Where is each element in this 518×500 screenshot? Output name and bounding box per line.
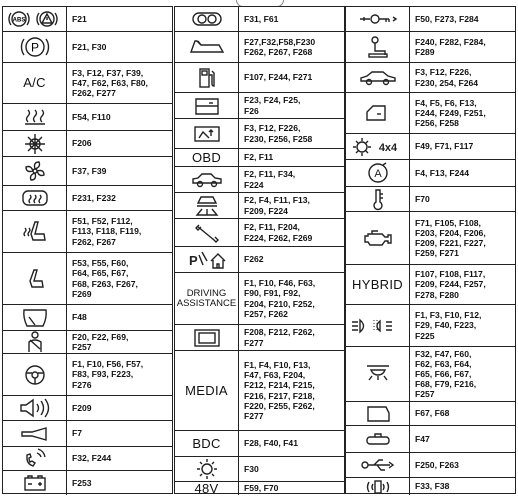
fuse-row <box>175 219 344 247</box>
svg-text:P: P <box>30 40 39 55</box>
fuse-numbers: F3, F12, F226, F230, F256, F258 <box>244 123 313 144</box>
fuse-numbers: F2, F4, F11, F13, F209, F224 <box>244 195 310 216</box>
horn-icon <box>3 421 67 446</box>
fuse-row <box>3 211 172 253</box>
fuse-numbers: F67, F68 <box>415 408 450 419</box>
svg-text:ABS: ABS <box>12 17 25 24</box>
fuse-numbers: F28, F40, F41 <box>244 438 298 449</box>
symbol-label: OBD <box>191 149 222 165</box>
fuse-row <box>3 471 172 495</box>
fuse-row <box>346 7 515 32</box>
fuse-row <box>3 354 172 396</box>
fuse-numbers: F27,F32,F58,F230 F262, F267, F268 <box>244 36 316 57</box>
fuse-numbers: F231, F232 <box>72 192 116 203</box>
fuse-numbers: F2, F11 <box>244 152 274 163</box>
svg-text:A: A <box>373 168 382 180</box>
car-door-open-icon <box>346 93 410 133</box>
fuse-row <box>3 396 172 421</box>
symbol-label: 48V <box>194 480 219 496</box>
fuse-numbers: F2, F11, F34, F224 <box>244 169 296 190</box>
fan-icon <box>3 157 67 185</box>
car-lock-icon <box>175 167 239 192</box>
park-assist-home-icon <box>175 247 239 272</box>
fuse-row <box>175 193 344 219</box>
fuse-numbers: F240, F282, F284, F289 <box>415 36 486 57</box>
4x4-gear-icon <box>346 134 410 159</box>
symbol-label: DRIVING ASSISTANCE <box>176 287 237 309</box>
fuse-numbers: F70 <box>415 193 430 204</box>
fuse-row <box>346 187 515 212</box>
fuse-row <box>346 134 515 160</box>
fuse-numbers: F33, F38 <box>415 481 450 492</box>
rear-defrost-icon <box>3 104 67 130</box>
fuse-row <box>175 457 344 482</box>
console-icon <box>346 426 410 452</box>
fuse-row <box>3 305 172 331</box>
fuse-row <box>346 212 515 265</box>
fuse-row <box>346 347 515 402</box>
fuse-column-3 <box>345 6 516 494</box>
fuse-row <box>175 351 344 431</box>
fuse-numbers: F209 <box>72 402 92 413</box>
fuse-numbers: F37, F39 <box>72 165 107 176</box>
48v-text-icon <box>175 482 239 495</box>
nfc-icon <box>346 478 410 495</box>
fuse-row <box>175 247 344 273</box>
fuse-numbers: F50, F273, F284 <box>415 13 479 24</box>
fuse-numbers: F30 <box>244 463 259 474</box>
fuse-row <box>175 273 344 325</box>
wiper-screen-icon <box>3 305 67 330</box>
symbol-label: MEDIA <box>185 382 228 398</box>
bdc-text-icon <box>175 431 239 456</box>
fuse-row <box>175 119 344 149</box>
fuse-numbers: F1, F3, F10, F12, F29, F40, F223, F225 <box>415 310 482 341</box>
car-lift-icon <box>175 193 239 218</box>
fuse-row <box>3 421 172 447</box>
media-text-icon <box>175 351 239 430</box>
fuse-numbers: F48 <box>72 312 87 323</box>
fuse-numbers: F53, F55, F60, F64, F65, F67, F68, F263, F267, F269 <box>72 258 138 299</box>
mirror-icon <box>346 402 410 425</box>
fuse-row <box>3 186 172 211</box>
symbol-label: A/C <box>23 75 46 91</box>
fuse-row <box>346 305 515 347</box>
seat-adjust-icon <box>3 253 67 304</box>
fuel-pump-icon <box>175 63 239 92</box>
usb-icon <box>346 453 410 477</box>
fuse-row <box>346 93 515 134</box>
phone-icon <box>3 447 67 470</box>
battery-icon <box>3 471 67 495</box>
fuse-numbers: F59, F70 <box>244 483 279 494</box>
fuse-row <box>3 157 172 186</box>
driving-assistance-text-icon <box>175 273 239 324</box>
fuse-row <box>175 167 344 193</box>
fuse-row <box>175 482 344 495</box>
obd-text-icon <box>175 149 239 166</box>
heated-seat-icon <box>3 211 67 252</box>
fuse-row <box>3 447 172 471</box>
fuse-row <box>3 32 172 63</box>
light-sun-icon <box>175 457 239 481</box>
fuse-row <box>175 93 344 119</box>
fuse-numbers: F107, F244, F271 <box>244 72 313 83</box>
fuse-column-2 <box>174 6 345 494</box>
fuse-numbers: F23, F24, F25, F26 <box>244 95 301 116</box>
symbol-label: HYBRID <box>352 276 403 292</box>
fuse-numbers: F71, F105, F108, F203, F204, F206, F209, F221, F227, F259, F271 <box>415 217 486 259</box>
fuse-numbers: F32, F47, F60, F62, F63, F64, F65, F66, F67, F68, F79, F216, F257 <box>415 348 477 400</box>
car-side-icon <box>346 63 410 92</box>
fuse-numbers: F2, F11, F204, F224, F262, F269 <box>244 222 313 243</box>
fuse-numbers: F32, F244 <box>72 453 112 464</box>
fuse-numbers: F262 <box>244 254 264 265</box>
parking-brake-icon <box>3 32 67 62</box>
fuse-row <box>3 253 172 305</box>
fuse-numbers: F250, F263 <box>415 459 459 470</box>
tools-icon <box>175 219 239 246</box>
fuse-numbers: F31, F61 <box>244 13 279 24</box>
fuse-numbers: F3, F12, F226, F230, 254, F264 <box>415 67 479 88</box>
tow-hitch-icon <box>346 32 410 62</box>
seatbelt-icon <box>3 331 67 353</box>
instrument-cluster-icon <box>175 7 239 31</box>
fuse-numbers: F107, F108, F117, F209, F244, F257, F278, F280 <box>415 269 486 300</box>
speaker-icon <box>3 396 67 420</box>
fuse-row <box>346 402 515 426</box>
fuse-row <box>175 7 344 32</box>
fuse-row <box>346 160 515 187</box>
hybrid-text-icon <box>346 265 410 304</box>
fuse-row <box>3 331 172 354</box>
fuse-row <box>175 32 344 63</box>
symbol-label: BDC <box>192 435 221 451</box>
fuse-row <box>3 104 172 131</box>
fuse-numbers: F3, F12, F37, F39, F47, F62, F63, F80, F262, F277 <box>72 67 148 99</box>
fuse-numbers: F1, F4, F10, F13, F47, F63, F204, F212, F214, F215, F216, F217, F218, F220, F255, F262, F277 <box>244 360 315 421</box>
fuse-row <box>175 63 344 93</box>
fuse-row <box>3 63 172 104</box>
engine-icon <box>346 212 410 264</box>
fuse-row <box>346 453 515 478</box>
climate-snowflake-icon <box>3 131 67 156</box>
fuse-numbers: F21, F30 <box>72 41 107 52</box>
fuse-numbers: F208, F212, F262, F277 <box>244 327 315 348</box>
fuse-row <box>3 7 172 32</box>
fuse-numbers: F1, F10, F46, F63, F90, F91, F92, F204, F210, F252, F257, F262 <box>244 278 316 319</box>
headlight-foglight-icon <box>346 305 410 346</box>
fuse-row <box>346 426 515 453</box>
fuse-numbers: F1, F10, F56, F57, F83, F93, F223, F276 <box>72 359 144 390</box>
fuse-row <box>346 63 515 93</box>
fuse-row <box>175 325 344 351</box>
power-window-icon <box>175 119 239 148</box>
fuse-numbers: F253 <box>72 477 92 488</box>
fuse-row <box>346 478 515 495</box>
steering-wheel-icon <box>3 354 67 395</box>
fuse-numbers: F206 <box>72 138 92 149</box>
fuse-row <box>3 131 172 157</box>
fuse-row <box>346 265 515 305</box>
thermometer-icon <box>346 187 410 211</box>
fuse-numbers: F21 <box>72 13 87 24</box>
ac-text-icon <box>3 63 67 103</box>
fuse-numbers: F4, F5, F6, F13, F244, F249, F251, F256, F258 <box>415 97 486 129</box>
abs-airbag-warning-icon <box>3 7 67 31</box>
fuse-numbers: F49, F71, F117 <box>415 141 474 152</box>
fuse-row <box>175 431 344 457</box>
svg-text:P: P <box>188 252 198 268</box>
fuse-numbers: F20, F22, F69, F257 <box>72 331 129 352</box>
sunroof-icon <box>175 32 239 62</box>
heated-mirror-icon <box>3 186 67 210</box>
fuse-numbers: F54, F110 <box>72 111 111 122</box>
fuse-numbers: F4, F13, F244 <box>415 167 469 178</box>
fuse-column-1 <box>2 6 173 494</box>
svg-text:4x4: 4x4 <box>378 141 397 154</box>
fuse-numbers: F47 <box>415 433 430 444</box>
interior-light-icon <box>346 347 410 401</box>
auto-start-icon <box>346 160 410 186</box>
fuse-row <box>346 32 515 63</box>
door-icon <box>175 93 239 118</box>
fuse-numbers: F7 <box>72 428 83 439</box>
key-remote-icon <box>346 7 410 31</box>
display-screen-icon <box>175 325 239 350</box>
fuse-row <box>175 149 344 167</box>
fuse-numbers: F51, F52, F112, F113, F118, F119, F262, F267 <box>72 216 142 247</box>
